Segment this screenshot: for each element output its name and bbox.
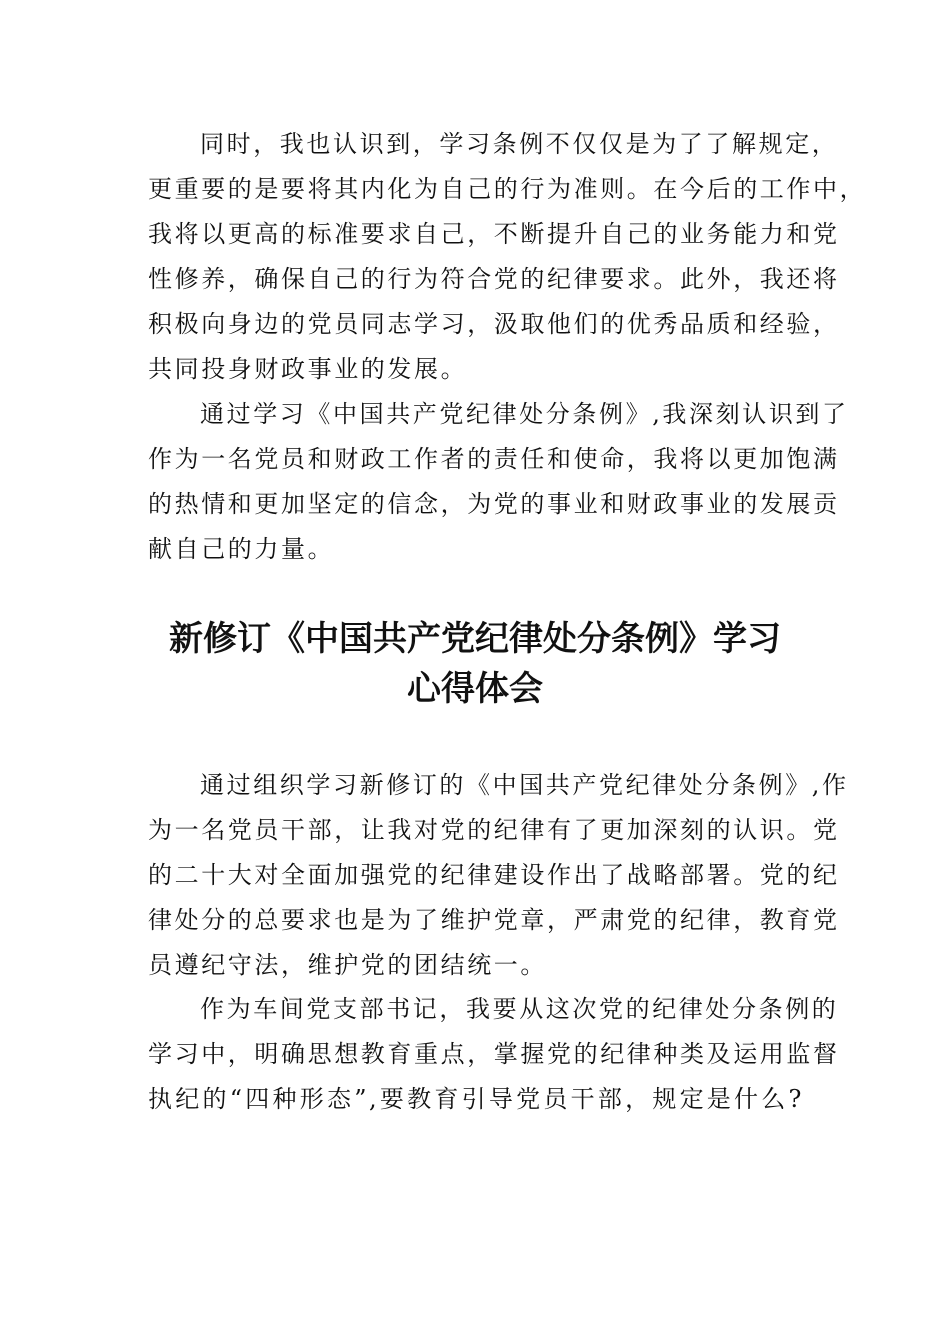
paragraph-line: 执纪的“四种形态”,要教育引导党员干部，规定是什么? [148,1085,804,1113]
paragraph-line: 的热情和更加坚定的信念，为党的事业和财政事业的发展贡 [148,490,840,518]
paragraph-line: 我将以更高的标准要求自己，不断提升自己的业务能力和党 [148,220,840,248]
paragraph-line: 献自己的力量。 [148,535,335,563]
paragraph-line: 律处分的总要求也是为了维护党章，严肃党的纪律，教育党 [148,906,840,934]
paragraph-line: 同时，我也认识到，学习条例不仅仅是为了了解规定， [200,130,839,158]
paragraph-line: 共同投身财政事业的发展。 [148,355,468,383]
paragraph-line: 员遵纪守法，维护党的团结统一。 [148,951,547,979]
section-title: 心得体会 [407,669,543,709]
section-title: 新修订《中国共产党纪律处分条例》学习 [169,619,781,659]
paragraph-line: 性修养，确保自己的行为符合党的纪律要求。此外，我还将 [148,265,840,293]
paragraph-line: 积极向身边的党员同志学习，汲取他们的优秀品质和经验， [148,310,840,338]
paragraph-line: 更重要的是要将其内化为自己的行为准则。在今后的工作中， [148,175,867,203]
paragraph-line: 通过学习《中国共产党纪律处分条例》,我深刻认识到了 [200,400,849,428]
paragraph-line: 通过组织学习新修订的《中国共产党纪律处分条例》,作 [200,771,849,799]
paragraph-line: 作为车间党支部书记，我要从这次党的纪律处分条例的 [200,995,839,1023]
paragraph-line: 学习中，明确思想教育重点，掌握党的纪律种类及运用监督 [148,1040,840,1068]
paragraph-line: 的二十大对全面加强党的纪律建设作出了战略部署。党的纪 [148,861,840,889]
paragraph-line: 为一名党员干部，让我对党的纪律有了更加深刻的认识。党 [148,816,840,844]
paragraph-line: 作为一名党员和财政工作者的责任和使命，我将以更加饱满 [148,445,840,473]
